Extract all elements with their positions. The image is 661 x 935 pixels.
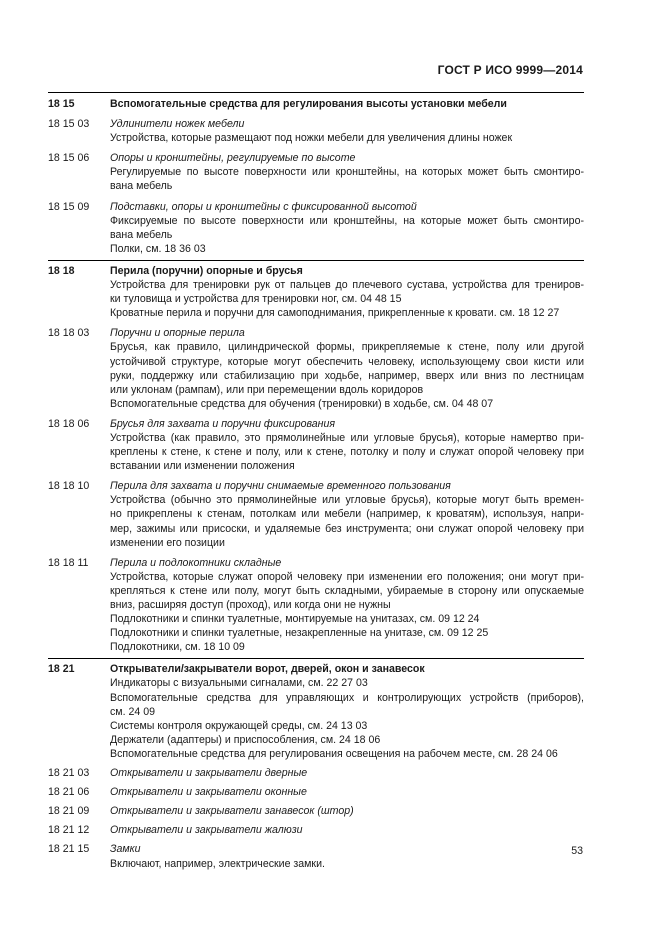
entry-description-line: Фиксируемые по высоте поверхности или кронштейны, на которые может быть смонтиро- xyxy=(110,214,584,227)
entry-code: 18 21 06 xyxy=(48,786,90,799)
entry-description-line: но прикреплены к стенам, потолкам или мебели (например, к кроватям), используя, напри- xyxy=(110,508,584,521)
document-standard-header: ГОСТ Р ИСО 9999—2014 xyxy=(437,63,583,77)
entry-body xyxy=(110,823,584,837)
subsection-entry xyxy=(48,556,584,655)
entry-description-line: Системы контроля окружающей среды, см. 24 13 03 xyxy=(110,719,368,732)
entry-description-line: Индикаторы с визуальными сигналами, см. 22 27 03 xyxy=(110,677,368,690)
entry-title: Перила и подлокотники складные xyxy=(110,556,282,569)
entry-title: Перила (поручни) опорные и брусья xyxy=(110,264,303,277)
entry-code: 18 21 03 xyxy=(48,767,90,780)
entry-description-line: изменении его позиции xyxy=(110,536,225,549)
entry-description-line: Вспомогательные средства для управляющих и контролирующих устройств (приборов), xyxy=(110,691,584,704)
section-entry xyxy=(48,97,584,111)
entry-code: 18 21 09 xyxy=(48,805,90,818)
entry-code: 18 21 15 xyxy=(48,843,90,856)
section-entry xyxy=(48,264,584,320)
entry-title: Открыватели и закрыватели жалюзи xyxy=(110,824,303,837)
entry-description-line: Устройства, которые размещают под ножки мебели для увеличения длины ножек xyxy=(110,132,513,145)
page-number: 53 xyxy=(571,845,583,857)
entry-code: 18 15 03 xyxy=(48,118,90,131)
subsection-entry xyxy=(48,842,584,870)
entry-description-line: устойчивой структуре, которые могут обеспечить человеку, использующему свои кисти или xyxy=(110,355,584,368)
entry-body xyxy=(110,766,584,780)
entry-body xyxy=(110,200,584,256)
entry-description-line: Держатели (адаптеры) и приспособления, см. 24 18 06 xyxy=(110,733,381,746)
entry-description-line: Устройства (обычно это прямолинейные или угловые брусья), которые могут быть времен- xyxy=(110,494,584,507)
entry-body xyxy=(110,479,584,549)
entry-code: 18 18 03 xyxy=(48,327,90,340)
entry-description-line: руки, поддержку или стабилизацию при ходьбе, например, вверх или вниз по лестницам xyxy=(110,369,584,382)
subsection-entry xyxy=(48,766,584,780)
entry-title: Удлинители ножек мебели xyxy=(110,118,245,131)
entry-title: Брусья для захвата и поручни фиксирования xyxy=(110,417,336,430)
subsection-entry xyxy=(48,200,584,256)
entry-description-line: Регулируемые по высоте поверхности или кронштейны, на которых может быть смонтиро- xyxy=(110,166,584,179)
entry-description-line: вана мебель xyxy=(110,180,173,193)
entry-body xyxy=(110,326,584,411)
entry-description-line: Брусья, как правило, цилиндрической формы, прикрепляемые к стене, полу или другой xyxy=(110,341,584,354)
entry-description-line: Подлокотники и спинки туалетные, монтируемые на унитазах, см. 09 12 24 xyxy=(110,613,480,626)
entry-code: 18 18 xyxy=(48,264,75,277)
entry-body xyxy=(110,662,584,761)
entry-title: Замки xyxy=(110,843,141,856)
entry-title: Подставки, опоры и кронштейны с фиксированной высотой xyxy=(110,200,417,213)
section-divider xyxy=(48,658,584,659)
entry-code: 18 15 09 xyxy=(48,200,90,213)
entry-code: 18 21 xyxy=(48,663,75,676)
entry-description-line: вставании или изменении положения xyxy=(110,460,295,473)
entry-title: Открыватели и закрыватели дверные xyxy=(110,767,308,780)
section-entry xyxy=(48,662,584,761)
entry-title: Открыватели и закрыватели оконные xyxy=(110,786,307,799)
entry-description-line: Устройства (как правило, это прямолинейные или угловые брусья), которые намертво при- xyxy=(110,431,584,444)
entry-code: 18 18 11 xyxy=(48,556,89,569)
entry-description-line: Устройства, которые служат опорой человеку при изменении его положения; они могут при- xyxy=(110,570,584,583)
entry-description-line: или уклонам (рампам), или при перемещении вдоль коридоров xyxy=(110,383,424,396)
entry-title: Открыватели/закрыватели ворот, дверей, окон и занавесок xyxy=(110,663,425,676)
entry-title: Поручни и опорные перила xyxy=(110,327,245,340)
entry-body xyxy=(110,556,584,655)
subsection-entry xyxy=(48,151,584,193)
entry-description-line: мер, зажимы или присоски, и удаляемые без инструмента; они служат опорой человеку при xyxy=(110,522,584,535)
entry-description-line: Включают, например, электрические замки. xyxy=(110,857,325,870)
entry-description-line: Кроватные перила и поручни для самоподнимания, прикрепленные к кровати. см. 18 12 27 xyxy=(110,307,560,320)
entry-title: Вспомогательные средства для регулирования высоты установки мебели xyxy=(110,98,507,110)
entry-description-line: ки туловища и устройства для тренировки ног, см. 04 48 15 xyxy=(110,293,402,306)
subsection-entry xyxy=(48,804,584,818)
subsection-entry xyxy=(48,479,584,549)
header-rule xyxy=(48,92,584,93)
entry-description-line: см. 24 09 xyxy=(110,705,155,718)
entry-description-line: Подлокотники, см. 18 10 09 xyxy=(110,641,245,654)
entry-body xyxy=(110,117,584,145)
entry-title: Перила для захвата и поручни снимаемые временного пользования xyxy=(110,480,451,493)
subsection-entry xyxy=(48,326,584,411)
entry-code: 18 18 06 xyxy=(48,417,90,430)
entry-title: Открыватели и закрыватели занавесок (штор) xyxy=(110,805,354,818)
subsection-entry xyxy=(48,117,584,145)
entry-body xyxy=(110,842,584,870)
entry-body xyxy=(110,264,584,320)
entry-description-line: Устройства для тренировки рук от пальцев до плечевого сустава, устройства для трениров- xyxy=(110,279,584,292)
section-divider xyxy=(48,260,584,261)
classification-list xyxy=(48,97,584,871)
entry-title: Опоры и кронштейны, регулируемые по высоте xyxy=(110,152,356,165)
entry-description-line: Вспомогательные средства для регулирования освещения на рабочем месте, см. 28 24 06 xyxy=(110,747,558,760)
entry-body xyxy=(110,785,584,799)
subsection-entry xyxy=(48,823,584,837)
subsection-entry xyxy=(48,417,584,473)
entry-code: 18 21 12 xyxy=(48,824,90,837)
subsection-entry xyxy=(48,785,584,799)
entry-description-line: Полки, см. 18 36 03 xyxy=(110,242,206,255)
entry-body xyxy=(110,151,584,193)
entry-description-line: Подлокотники и спинки туалетные, незакрепленные на унитазе, см. 09 12 25 xyxy=(110,627,489,640)
entry-description-line: вниз, расширяя доступ (проход), или когда они не нужны xyxy=(110,599,391,611)
entry-code: 18 15 06 xyxy=(48,152,90,165)
entry-description-line: креплены к стене, к стене и полу, или к стене, потолку и полу и служат опорой человеку при xyxy=(110,446,584,459)
entry-code: 18 18 10 xyxy=(48,480,90,493)
entry-description-line: крепляться к стене или полу, могут быть складными, убираемые в сторону или опускаемые xyxy=(110,584,584,597)
entry-body xyxy=(110,97,584,111)
entry-code: 18 15 xyxy=(48,98,75,110)
entry-description-line: вана мебель xyxy=(110,228,173,241)
entry-description-line: Вспомогательные средства для обучения (тренировки) в ходьбе, см. 04 48 07 xyxy=(110,397,494,410)
entry-body xyxy=(110,417,584,473)
entry-body xyxy=(110,804,584,818)
